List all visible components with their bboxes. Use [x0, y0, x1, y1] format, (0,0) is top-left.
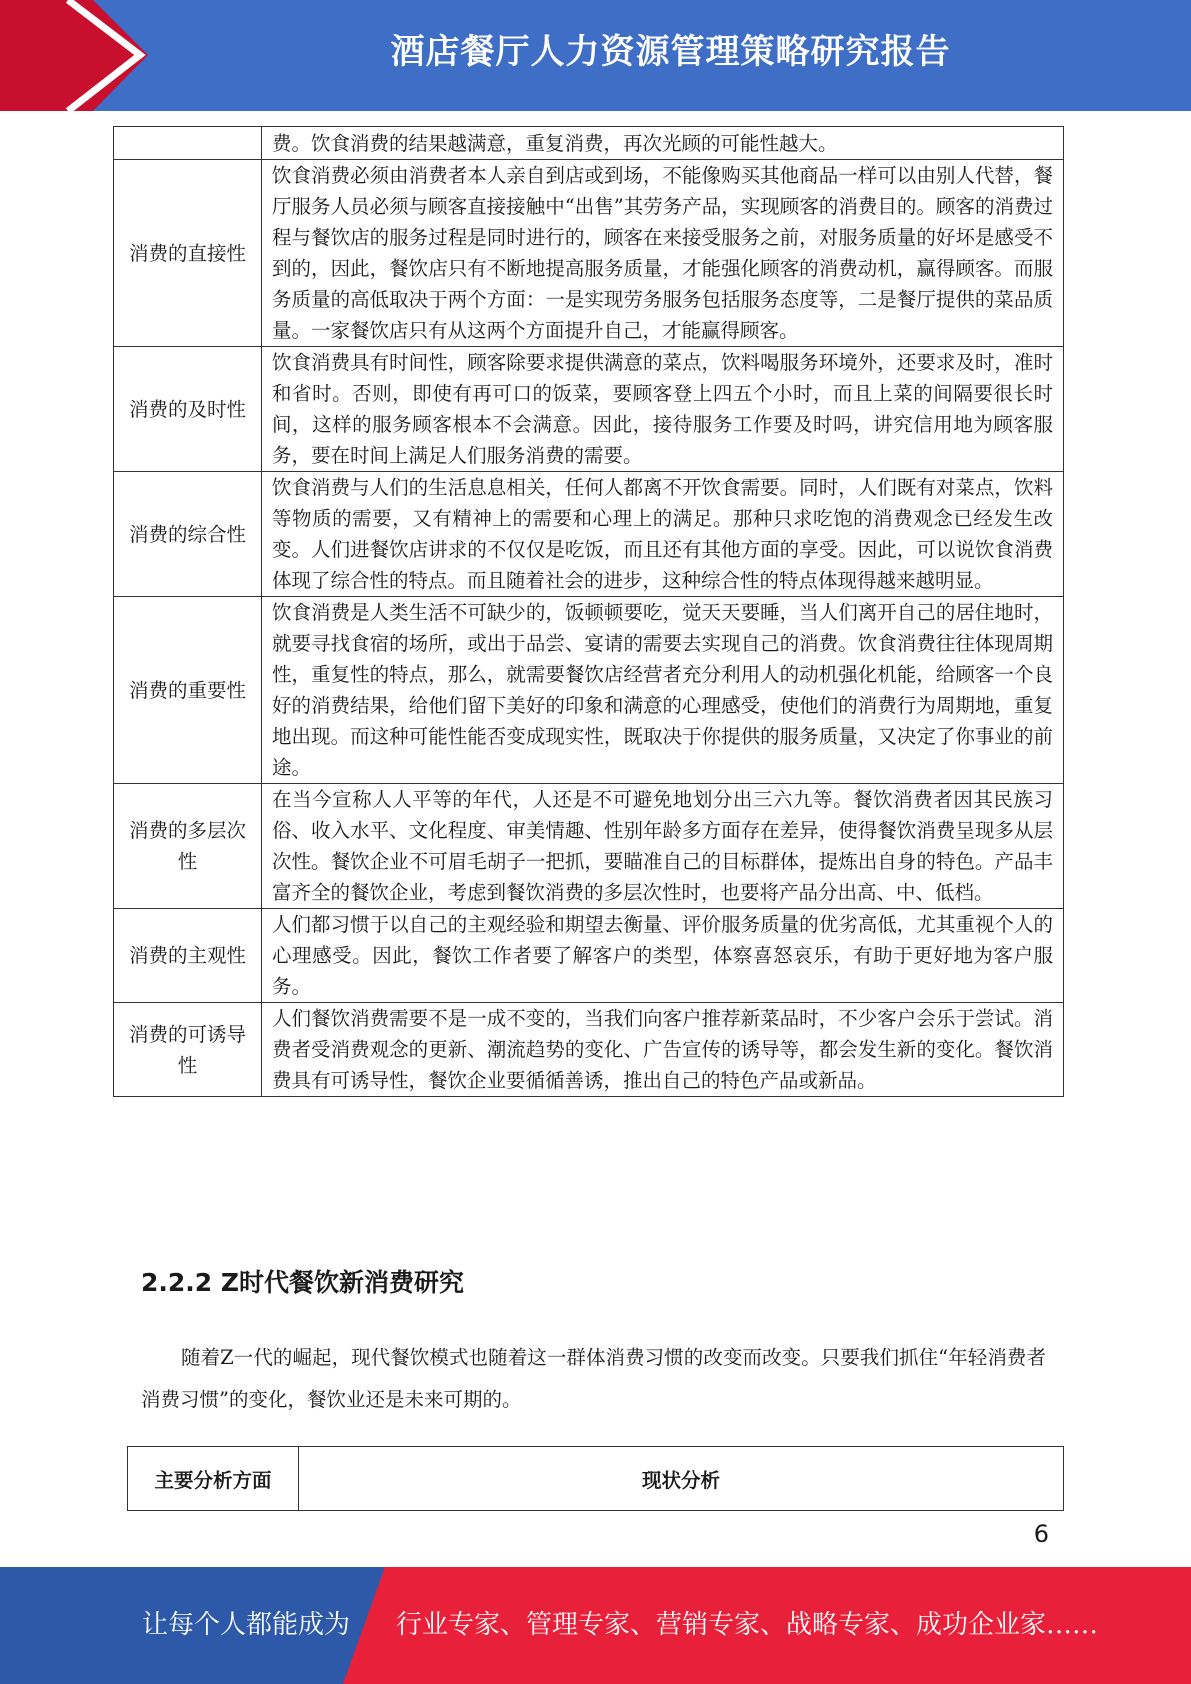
section-heading: 2.2.2 Z时代餐饮新消费研究 — [141, 1268, 465, 1297]
analysis-table — [127, 1446, 1064, 1511]
row-key: 消费的重要性 — [114, 597, 262, 784]
column-header-aspect: 主要分析方面 — [128, 1447, 299, 1511]
table-row — [114, 1003, 1064, 1097]
page-number: 6 — [1033, 1520, 1049, 1548]
row-key: 消费的综合性 — [114, 472, 262, 597]
column-header-analysis: 现状分析 — [299, 1447, 1064, 1511]
row-key: 消费的主观性 — [114, 909, 262, 1003]
row-key: 消费的及时性 — [114, 347, 262, 472]
row-value: 饮食消费是人类生活不可缺少的，饭顿顿要吃，觉天天要睡，当人们离开自己的居住地时，就要寻找食宿的场所，或出于品尝、宴请的需要去实现自己的消费。饮食消费往往体现周期性，重复性的特点，那么，就需要餐饮店经营者充分利用人的动机强化机能，给顾客一个良好的消费结果，给他们留下美好的印象和满意的心理感受，使他们的消费行为周期地，重复地出现。而这种可能性能否变成现实性，既取决于你提供的服务质量，又决定了你事业的前途。 — [262, 597, 1064, 784]
table-row — [114, 597, 1064, 784]
footer-slogan-right: 行业专家、管理专家、营销专家、战略专家、成功企业家…… — [396, 1610, 1099, 1640]
row-key — [114, 127, 262, 160]
row-value: 人们餐饮消费需要不是一成不变的，当我们向客户推荐新菜品时，不少客户会乐于尝试。消费者受消费观念的更新、潮流趋势的变化、广告宣传的诱导等，都会发生新的变化。餐饮消费具有可诱导性，餐饮企业要循循善诱，推出自己的特色产品或新品。 — [262, 1003, 1064, 1097]
table-row — [114, 909, 1064, 1003]
row-value: 在当今宣称人人平等的年代，人还是不可避免地划分出三六九等。餐饮消费者因其民族习俗、收入水平、文化程度、审美情趣、性别年龄多方面存在差异，使得餐饮消费呈现多从层次性。餐饮企业不可眉毛胡子一把抓，要瞄准自己的目标群体，提炼出自身的特色。产品丰富齐全的餐饮企业，考虑到餐饮消费的多层次性时，也要将产品分出高、中、低档。 — [262, 784, 1064, 909]
report-title: 酒店餐厅人力资源管理策略研究报告 — [390, 32, 951, 72]
consumption-characteristics-table — [113, 126, 1064, 1097]
row-key: 消费的直接性 — [114, 160, 262, 347]
row-key: 消费的可诱导性 — [114, 1003, 262, 1097]
table-row — [114, 160, 1064, 347]
row-key: 消费的多层次性 — [114, 784, 262, 909]
row-value: 费。饮食消费的结果越满意，重复消费，再次光顾的可能性越大。 — [262, 127, 1064, 160]
row-value: 人们都习惯于以自己的主观经验和期望去衡量、评价服务质量的优劣高低，尤其重视个人的心理感受。因此，餐饮工作者要了解客户的类型，体察喜怒哀乐，有助于更好地为客户服务。 — [262, 909, 1064, 1003]
footer-slogan-left: 让每个人都能成为 — [142, 1610, 351, 1640]
row-value: 饮食消费与人们的生活息息相关，任何人都离不开饮食需要。同时，人们既有对菜点，饮料等物质的需要，又有精神上的需要和心理上的满足。那种只求吃饱的消费观念已经发生改变。人们进餐饮店讲求的不仅仅是吃饭，而且还有其他方面的享受。因此，可以说饮食消费体现了综合性的特点。而且随着社会的进步，这种综合性的特点体现得越来越明显。 — [262, 472, 1064, 597]
page-header — [0, 0, 1191, 111]
table-row — [114, 784, 1064, 909]
table-row — [114, 127, 1064, 160]
table-row — [114, 347, 1064, 472]
row-value: 饮食消费具有时间性，顾客除要求提供满意的菜点，饮料喝服务环境外，还要求及时，准时和省时。否则，即使有再可口的饭菜，要顾客登上四五个小时，而且上菜的间隔要很长时间，这样的服务顾客根本不会满意。因此，接待服务工作要及时吗，讲究信用地为顾客服务，要在时间上满足人们服务消费的需要。 — [262, 347, 1064, 472]
page-footer — [0, 1567, 1191, 1684]
section-paragraph: 随着Z一代的崛起，现代餐饮模式也随着这一群体消费习惯的改变而改变。只要我们抓住“年轻消费者消费习惯”的变化，餐饮业还是未来可期的。 — [141, 1346, 1046, 1411]
row-value: 饮食消费必须由消费者本人亲自到店或到场，不能像购买其他商品一样可以由别人代替，餐厅服务人员必须与顾客直接接触中“出售”其劳务产品，实现顾客的消费目的。顾客的消费过程与餐饮店的服务过程是同时进行的，顾客在来接受服务之前，对服务质量的好坏是感受不到的，因此，餐饮店只有不断地提高服务质量，才能强化顾客的消费动机，赢得顾客。而服务质量的高低取决于两个方面：一是实现劳务服务包括服务态度等，二是餐厅提供的菜品质量。一家餐饮店只有从这两个方面提升自己，才能赢得顾客。 — [262, 160, 1064, 347]
header-arrow-decoration — [0, 0, 160, 111]
table-row — [114, 472, 1064, 597]
table-header-row — [128, 1447, 1064, 1511]
